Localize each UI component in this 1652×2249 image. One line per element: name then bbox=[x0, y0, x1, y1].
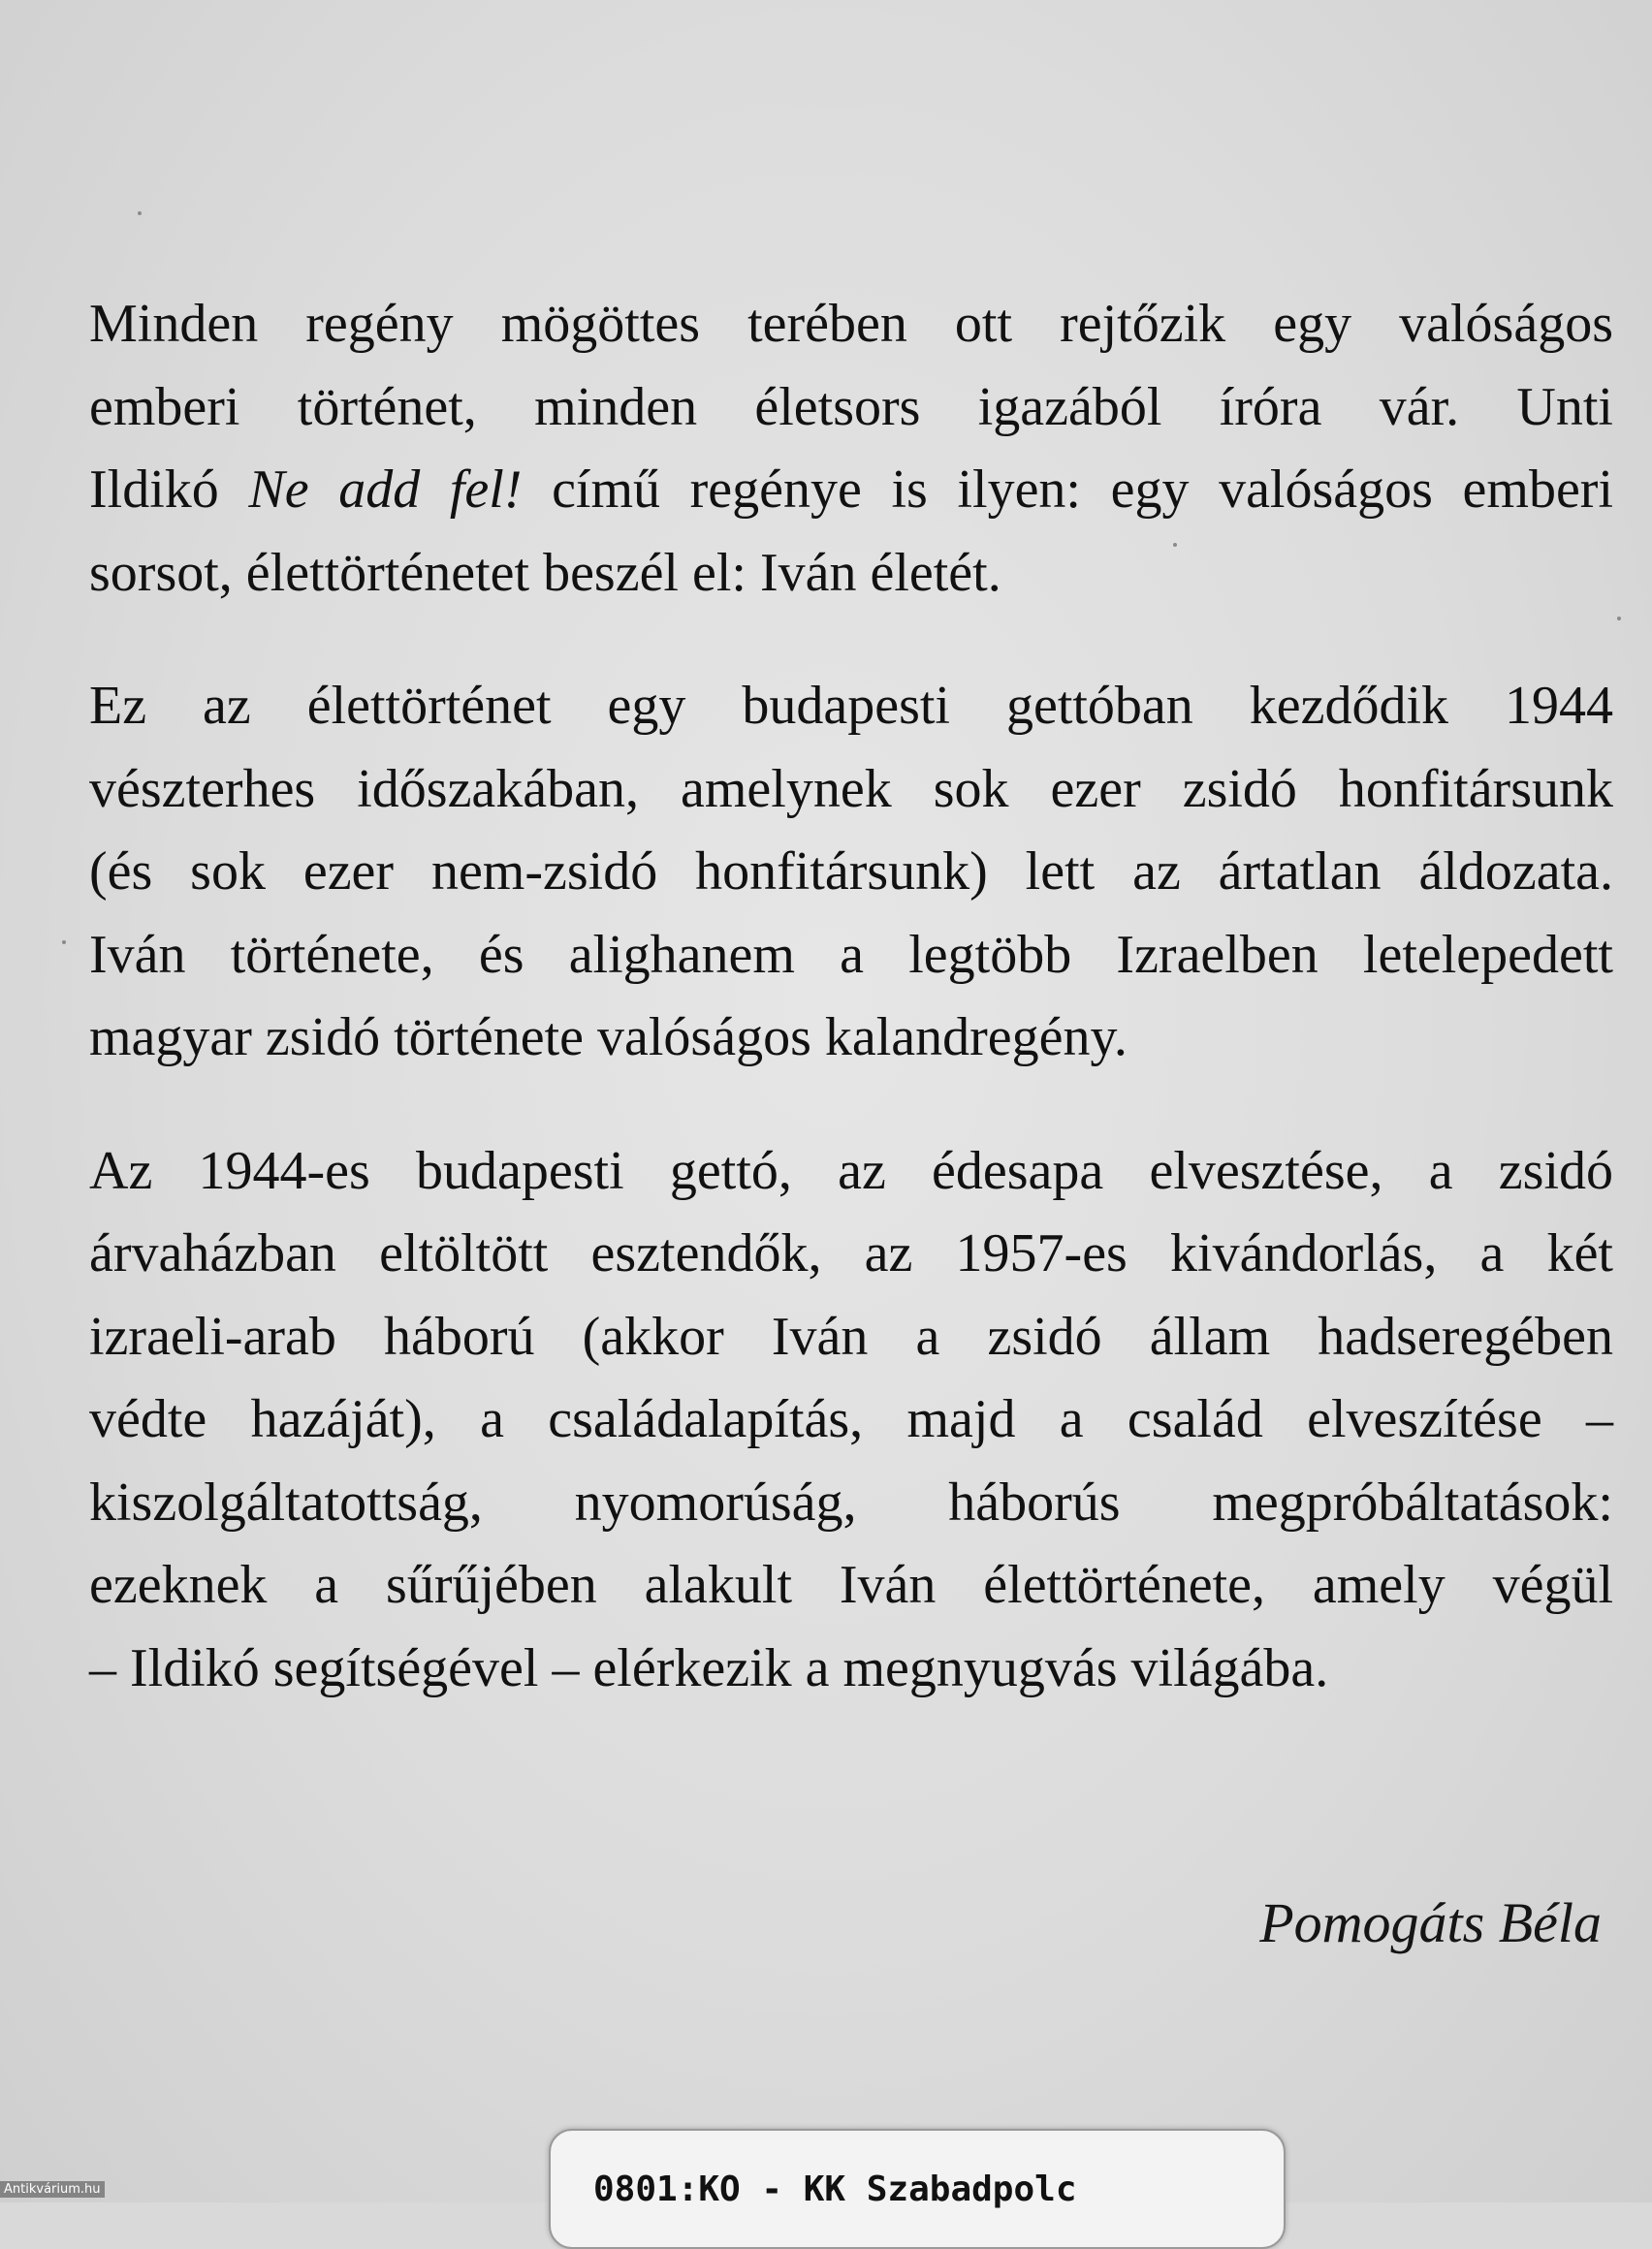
text-line: árvaházban eltöltött esztendők, az 1957-es kivándorlás, a két bbox=[89, 1223, 1613, 1283]
text-line: sorsot, élettörténetet beszél el: Iván életét. bbox=[89, 542, 1001, 603]
paragraph bbox=[89, 1130, 1613, 1711]
text-line: ezeknek a sűrűjében alakult Iván élettörténete, amely végül bbox=[89, 1555, 1613, 1615]
text-line: (és sok ezer nem-zsidó honfitársunk) lett az ártatlan áldozata. bbox=[89, 841, 1613, 902]
blurb-text bbox=[89, 283, 1613, 1710]
text-line: – Ildikó segítségével – elérkezik a megnyugvás világába. bbox=[89, 1637, 1329, 1698]
text-line: kiszolgáltatottság, nyomorúság, háborús megpróbáltatások: bbox=[89, 1472, 1613, 1533]
text-segment: című regénye is ilyen: egy valóságos emberi bbox=[522, 459, 1614, 520]
watermark: Antikvárium.hu bbox=[0, 2181, 105, 2198]
paragraph bbox=[89, 665, 1613, 1080]
dust-speck bbox=[1617, 617, 1621, 620]
paragraph bbox=[89, 283, 1613, 615]
shelf-label-text: 0801:KO - KK Szabadpolc bbox=[593, 2170, 1077, 2209]
dust-speck bbox=[138, 211, 142, 215]
text-line: Ez az élettörténet egy budapesti gettóban kezdődik 1944 bbox=[89, 676, 1613, 736]
text-line bbox=[89, 449, 1613, 532]
text-line: izraeli-arab háború (akkor Iván a zsidó állam hadseregében bbox=[89, 1306, 1613, 1367]
text-segment: Ildikó bbox=[89, 459, 249, 520]
text-line: magyar zsidó története valóságos kalandregény. bbox=[89, 1007, 1128, 1067]
text-line: vészterhes időszakában, amelynek sok ezer zsidó honfitársunk bbox=[89, 758, 1613, 819]
shelf-label-sticker bbox=[549, 2129, 1286, 2249]
text-line: emberi történet, minden életsors igazából íróra vár. Unti bbox=[89, 376, 1613, 437]
text-line: védte hazáját), a családalapítás, majd a család elveszítése – bbox=[89, 1389, 1613, 1449]
signature: Pomogáts Béla bbox=[1259, 1891, 1602, 1954]
book-title-italic: Ne add fel! bbox=[248, 459, 523, 520]
text-line: Minden regény mögöttes terében ott rejtőzik egy valóságos bbox=[89, 294, 1613, 354]
text-line: Iván története, és alighanem a legtöbb Izraelben letelepedett bbox=[89, 924, 1613, 985]
dust-speck bbox=[62, 940, 66, 944]
text-line: Az 1944-es budapesti gettó, az édesapa elvesztése, a zsidó bbox=[89, 1140, 1613, 1201]
